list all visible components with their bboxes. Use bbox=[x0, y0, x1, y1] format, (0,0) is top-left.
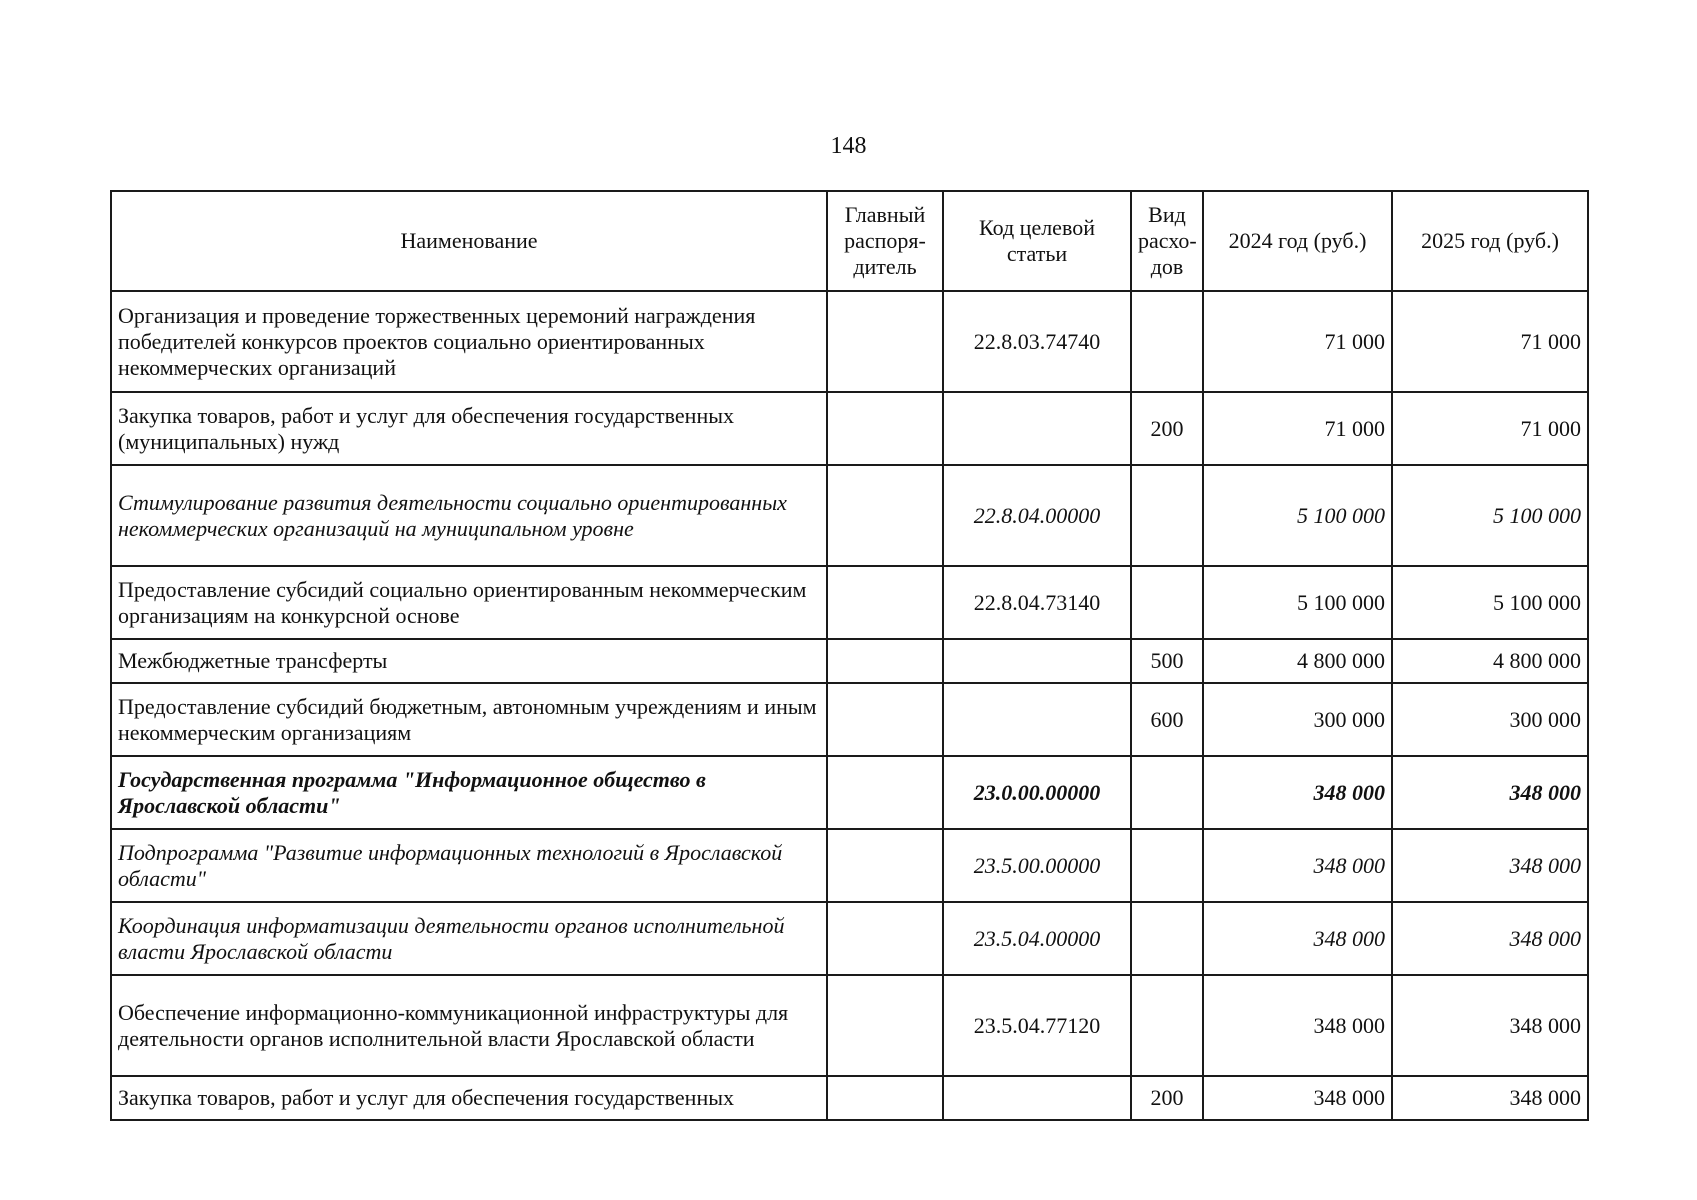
cell-name: Закупка товаров, работ и услуг для обеспечения государственных (муниципальных) нужд bbox=[111, 392, 827, 465]
cell-kind bbox=[1131, 829, 1203, 902]
cell-manager bbox=[827, 291, 943, 392]
cell-code: 23.5.00.00000 bbox=[943, 829, 1131, 902]
cell-code: 23.0.00.00000 bbox=[943, 756, 1131, 829]
header-name: Наименование bbox=[111, 191, 827, 291]
cell-manager bbox=[827, 902, 943, 975]
cell-kind: 200 bbox=[1131, 392, 1203, 465]
cell-code bbox=[943, 639, 1131, 683]
cell-y2025: 4 800 000 bbox=[1392, 639, 1588, 683]
header-code: Код целевой статьи bbox=[943, 191, 1131, 291]
cell-kind bbox=[1131, 291, 1203, 392]
cell-kind bbox=[1131, 465, 1203, 566]
cell-name: Государственная программа "Информационное общество в Ярославской области" bbox=[111, 756, 827, 829]
cell-y2025: 348 000 bbox=[1392, 902, 1588, 975]
cell-y2024: 5 100 000 bbox=[1203, 465, 1392, 566]
header-2025: 2025 год (руб.) bbox=[1392, 191, 1588, 291]
cell-y2024: 4 800 000 bbox=[1203, 639, 1392, 683]
cell-y2025: 348 000 bbox=[1392, 975, 1588, 1076]
cell-name: Координация информатизации деятельности органов исполнительной власти Ярославской области bbox=[111, 902, 827, 975]
cell-y2025: 5 100 000 bbox=[1392, 465, 1588, 566]
table-body bbox=[111, 291, 1588, 1120]
header-kind: Вид расхо-дов bbox=[1131, 191, 1203, 291]
cell-code: 23.5.04.00000 bbox=[943, 902, 1131, 975]
table-row bbox=[111, 392, 1588, 465]
cell-kind: 600 bbox=[1131, 683, 1203, 756]
cell-code: 22.8.04.00000 bbox=[943, 465, 1131, 566]
table-row bbox=[111, 639, 1588, 683]
cell-manager bbox=[827, 683, 943, 756]
cell-code: 22.8.03.74740 bbox=[943, 291, 1131, 392]
cell-name: Стимулирование развития деятельности социально ориентированных некоммерческих организаций на муниципальном уровне bbox=[111, 465, 827, 566]
budget-table bbox=[110, 190, 1589, 1121]
table-row bbox=[111, 683, 1588, 756]
cell-y2024: 348 000 bbox=[1203, 829, 1392, 902]
cell-kind bbox=[1131, 566, 1203, 639]
cell-manager bbox=[827, 1076, 943, 1120]
table-row bbox=[111, 829, 1588, 902]
cell-kind bbox=[1131, 902, 1203, 975]
cell-y2025: 71 000 bbox=[1392, 392, 1588, 465]
cell-kind bbox=[1131, 756, 1203, 829]
cell-manager bbox=[827, 566, 943, 639]
table-row bbox=[111, 566, 1588, 639]
cell-kind: 200 bbox=[1131, 1076, 1203, 1120]
cell-manager bbox=[827, 392, 943, 465]
cell-y2025: 348 000 bbox=[1392, 829, 1588, 902]
header-2024: 2024 год (руб.) bbox=[1203, 191, 1392, 291]
page-number: 148 bbox=[830, 133, 867, 159]
cell-y2025: 5 100 000 bbox=[1392, 566, 1588, 639]
cell-y2024: 348 000 bbox=[1203, 975, 1392, 1076]
table-row bbox=[111, 902, 1588, 975]
cell-code bbox=[943, 683, 1131, 756]
header-row bbox=[111, 191, 1588, 291]
cell-y2025: 71 000 bbox=[1392, 291, 1588, 392]
table-row bbox=[111, 756, 1588, 829]
cell-y2025: 300 000 bbox=[1392, 683, 1588, 756]
cell-y2025: 348 000 bbox=[1392, 1076, 1588, 1120]
cell-manager bbox=[827, 639, 943, 683]
cell-manager bbox=[827, 829, 943, 902]
cell-name: Подпрограмма "Развитие информационных технологий в Ярославской области" bbox=[111, 829, 827, 902]
cell-y2025: 348 000 bbox=[1392, 756, 1588, 829]
cell-code bbox=[943, 1076, 1131, 1120]
cell-manager bbox=[827, 465, 943, 566]
cell-y2024: 5 100 000 bbox=[1203, 566, 1392, 639]
cell-kind: 500 bbox=[1131, 639, 1203, 683]
cell-y2024: 71 000 bbox=[1203, 392, 1392, 465]
table-row bbox=[111, 1076, 1588, 1120]
cell-code: 22.8.04.73140 bbox=[943, 566, 1131, 639]
cell-name: Предоставление субсидий социально ориентированным некоммерческим организациям на конкурсной основе bbox=[111, 566, 827, 639]
cell-manager bbox=[827, 756, 943, 829]
table-row bbox=[111, 465, 1588, 566]
cell-y2024: 71 000 bbox=[1203, 291, 1392, 392]
table-row bbox=[111, 291, 1588, 392]
cell-name: Закупка товаров, работ и услуг для обеспечения государственных bbox=[111, 1076, 827, 1120]
header-manager: Главный распоря-дитель bbox=[827, 191, 943, 291]
cell-y2024: 300 000 bbox=[1203, 683, 1392, 756]
cell-name: Организация и проведение торжественных церемоний награждения победителей конкурсов проектов социально ориентированных некоммерческих организаций bbox=[111, 291, 827, 392]
table-row bbox=[111, 975, 1588, 1076]
cell-y2024: 348 000 bbox=[1203, 756, 1392, 829]
cell-code bbox=[943, 392, 1131, 465]
cell-code: 23.5.04.77120 bbox=[943, 975, 1131, 1076]
cell-manager bbox=[827, 975, 943, 1076]
cell-name: Предоставление субсидий бюджетным, автономным учреждениям и иным некоммерческим организациям bbox=[111, 683, 827, 756]
table-header bbox=[111, 191, 1588, 291]
cell-kind bbox=[1131, 975, 1203, 1076]
cell-y2024: 348 000 bbox=[1203, 1076, 1392, 1120]
cell-name: Обеспечение информационно-коммуникационной инфраструктуры для деятельности органов исполнительной власти Ярославской области bbox=[111, 975, 827, 1076]
cell-name: Межбюджетные трансферты bbox=[111, 639, 827, 683]
cell-y2024: 348 000 bbox=[1203, 902, 1392, 975]
